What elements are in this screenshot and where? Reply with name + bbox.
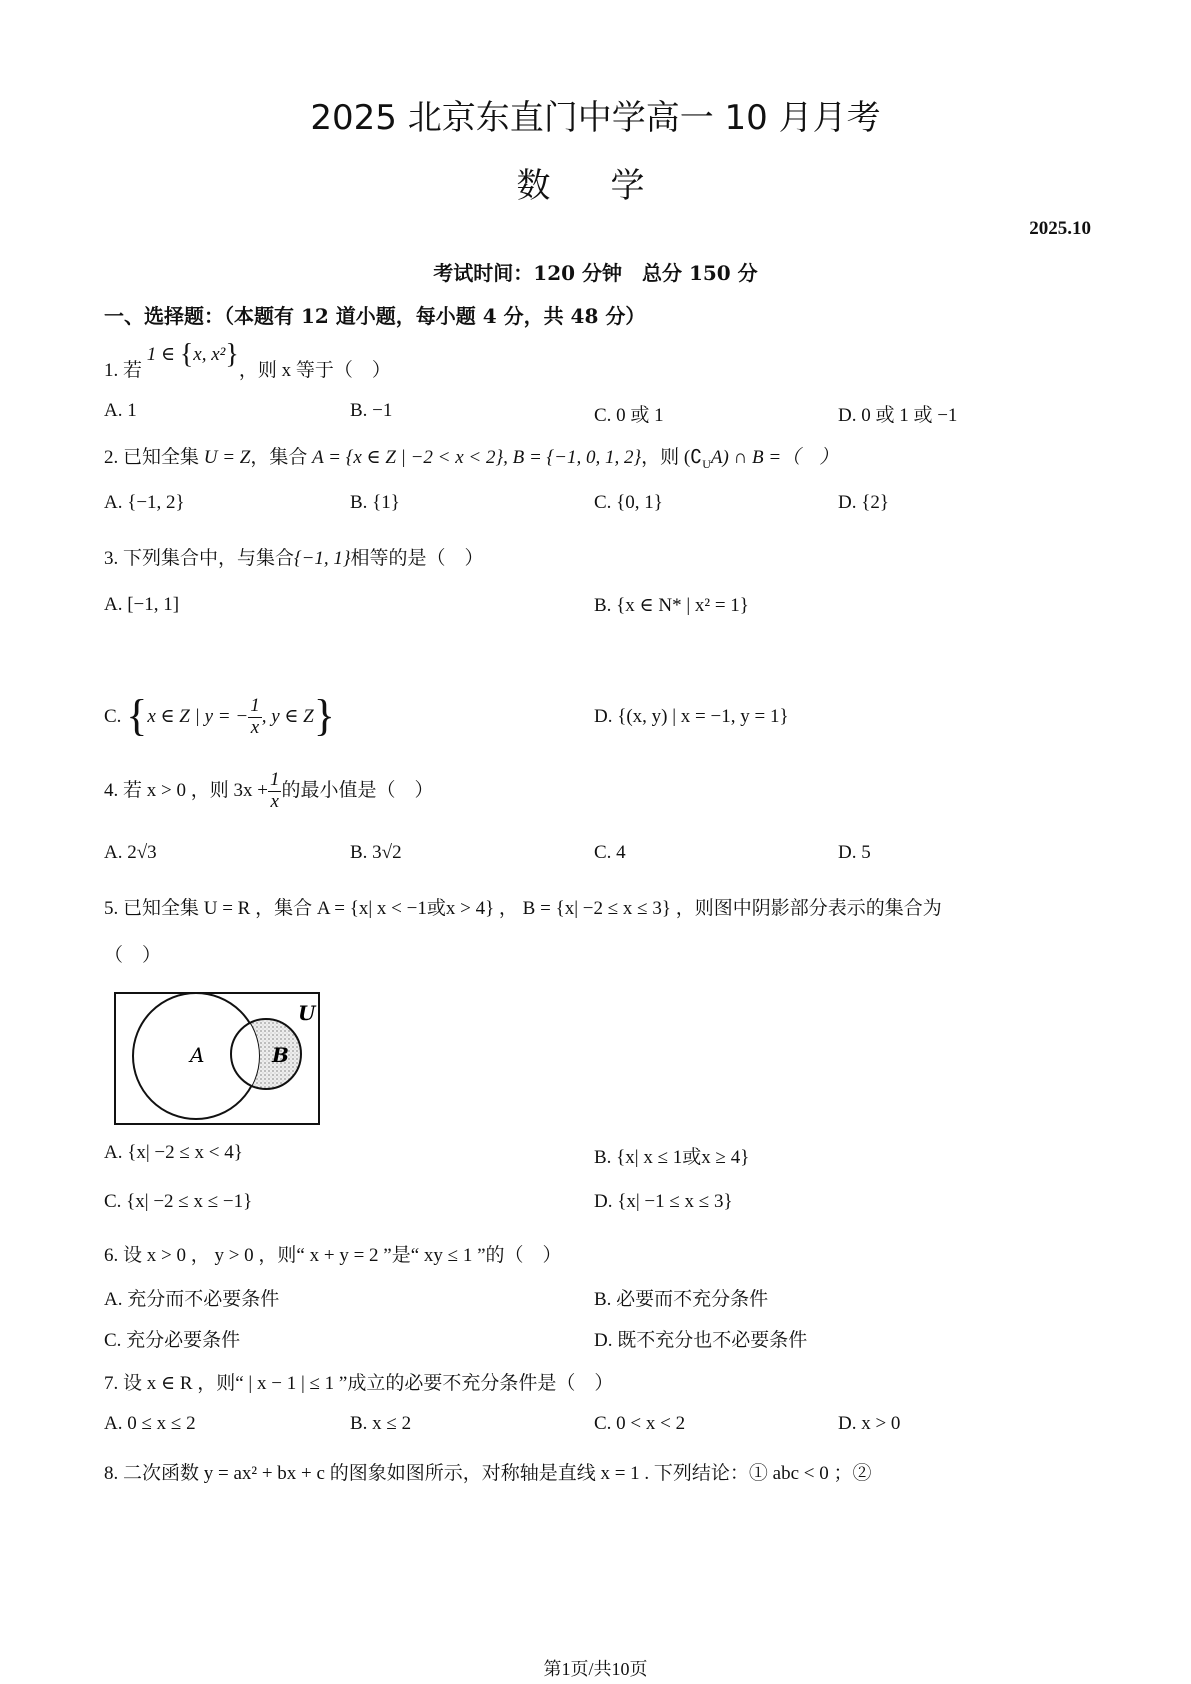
q1-option-c: C. 0 或 1 [594,405,664,426]
q2-option-d: D. {2} [838,492,889,513]
q1-option-a: A. 1 [104,400,137,421]
q4-option-c: C. 4 [594,842,626,863]
question-2-stem: 2. 已知全集 U = Z，集合 A = {x ∈ Z | −2 < x < 2}, B = {−1, 0, 1, 2}，则 $(∁_UA)$ ∩ B =（ ） [104,447,839,471]
q6-option-b: B. 必要而不充分条件 [594,1289,769,1310]
venn-diagram [112,990,324,1128]
exam-date: 2025.10 [1029,218,1091,239]
q7-option-d: D. x > 0 [838,1413,901,1434]
q7-option-a: A. 0 ≤ x ≤ 2 [104,1413,196,1434]
q6-option-a: A. 充分而不必要条件 [104,1289,280,1310]
question-4-stem: 4. 若 x > 0 ，则 3x + $\frac{1}{x}$ 的最小值是（ ） [104,769,434,812]
q7-option-b: B. x ≤ 2 [350,1413,412,1434]
q4-option-d: D. 5 [838,842,871,863]
section-heading: 一、选择题：（本题有 12 道小题，每小题 4 分，共 48 分） [104,304,646,328]
question-6-stem: 6. 设 x > 0 ， y > 0 ，则“ x + y = 2 ”是“ xy ≤ 1 ”的（ ） [104,1245,562,1266]
question-1-stem: 1. 若 1 ∈ {x, x²}，则 x 等于（ ） [104,339,391,381]
q3-option-c: C. {x ∈ Z | y = − $\frac{1}{x}$ , y ∈ Z} [104,691,335,740]
q3-option-b: B. {x ∈ N* | x² = 1} [594,595,749,616]
question-7-stem: 7. 设 x ∈ R ，则“ | x − 1 | ≤ 1 ”成立的必要不充分条件是（ ） [104,1373,614,1394]
venn-label-a: A [190,1043,205,1067]
q2-option-b: B. {1} [350,492,400,513]
q4-option-b: B. 3√2 [350,842,402,863]
q1-option-b: B. −1 [350,400,393,421]
q3-option-a: A. [−1, 1] [104,594,180,615]
q4-option-a: A. 2√3 [104,842,157,863]
q2-option-c: C. {0, 1} [594,492,663,513]
venn-label-b: B [272,1043,289,1067]
q5-option-d: D. {x| −1 ≤ x ≤ 3} [594,1191,733,1212]
page-number: 第1页/共10页 [543,1659,648,1679]
subject-title: 数学 [516,166,705,206]
q2-option-a: A. {−1, 2} [104,492,185,513]
q3-option-d: D. {(x, y) | x = −1, y = 1} [594,706,789,727]
q6-option-c: C. 充分必要条件 [104,1330,241,1351]
question-3-stem: 3. 下列集合中，与集合{−1, 1}相等的是（ ） [104,548,484,569]
venn-label-u: U [298,1001,316,1025]
q7-option-c: C. 0 < x < 2 [594,1413,686,1434]
q5-option-a: A. {x| −2 ≤ x < 4} [104,1142,243,1163]
question-5-paren: （ ） [104,945,162,966]
question-5-stem: 5. 已知全集 U = R ，集合 A = {x| x < −1或x > 4} ， B = {x| −2 ≤ x ≤ 3} ，则图中阴影部分表示的集合为 [104,898,942,919]
q5-option-c: C. {x| −2 ≤ x ≤ −1} [104,1191,253,1212]
q1-option-d: D. 0 或 1 或 −1 [838,405,958,426]
q6-option-d: D. 既不充分也不必要条件 [594,1330,808,1351]
page-title: 2025 北京东直门中学高一 10 月月考 [310,98,881,138]
q5-option-b: B. {x| x ≤ 1或x ≥ 4} [594,1147,750,1168]
question-8-stem: 8. 二次函数 y = ax² + bx + c 的图象如图所示，对称轴是直线 x = 1 . 下列结论：① abc < 0 ；② [104,1463,872,1484]
exam-info: 考试时间：120 分钟 总分 150 分 [433,261,758,285]
